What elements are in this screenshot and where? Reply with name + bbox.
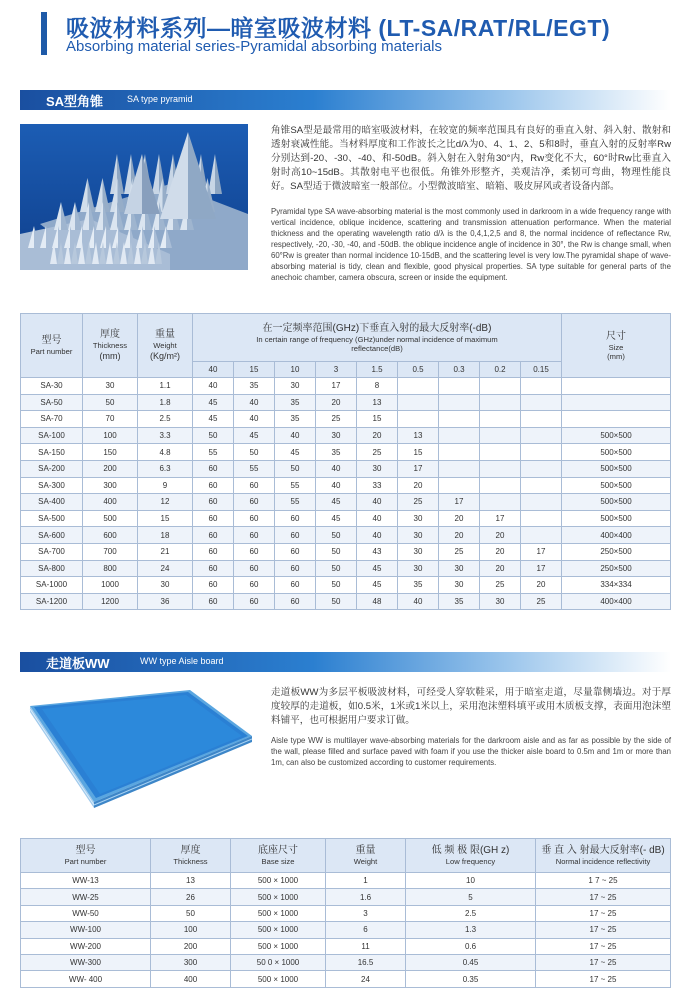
- reflectance-cell: [398, 394, 439, 411]
- reflectance-cell: 33: [357, 477, 398, 494]
- ww-cell: 0.6: [406, 938, 536, 954]
- reflectance-cell: 60: [234, 543, 275, 560]
- ww-cell: 11: [326, 938, 406, 954]
- reflectance-cell: [521, 411, 562, 428]
- ww-cell: 24: [326, 971, 406, 987]
- col-header-weight: 重量 Weight (Kg/m²): [138, 314, 193, 378]
- reflectance-cell: [480, 477, 521, 494]
- weight-cell: 1.1: [138, 378, 193, 395]
- reflectance-cell: 43: [357, 543, 398, 560]
- ww-cell: 10: [406, 873, 536, 889]
- reflectance-cell: 30: [398, 543, 439, 560]
- reflectance-cell: 30: [480, 593, 521, 610]
- reflectance-cell: 25: [521, 593, 562, 610]
- page-title-en: Absorbing material series-Pyramidal absorbing materials: [66, 38, 442, 55]
- reflectance-cell: [480, 378, 521, 395]
- ww-cell: WW-50: [21, 905, 151, 921]
- size-cell: 500×500: [562, 477, 671, 494]
- part-number-cell: SA-30: [21, 378, 83, 395]
- reflectance-cell: 60: [193, 543, 234, 560]
- part-number-cell: SA-150: [21, 444, 83, 461]
- thickness-cell: 500: [83, 510, 138, 527]
- weight-cell: 4.8: [138, 444, 193, 461]
- reflectance-cell: 55: [275, 477, 316, 494]
- part-number-cell: SA-70: [21, 411, 83, 428]
- reflectance-cell: 13: [357, 394, 398, 411]
- reflectance-cell: 45: [275, 444, 316, 461]
- col-header-part: 型号 Part number: [21, 314, 83, 378]
- reflectance-cell: 20: [480, 560, 521, 577]
- ww-cell: WW-13: [21, 873, 151, 889]
- thickness-cell: 100: [83, 427, 138, 444]
- size-cell: 500×500: [562, 494, 671, 511]
- reflectance-cell: 20: [480, 527, 521, 544]
- size-cell: [562, 378, 671, 395]
- part-number-cell: SA-200: [21, 460, 83, 477]
- ww-cell: 6: [326, 922, 406, 938]
- reflectance-cell: 60: [193, 460, 234, 477]
- ww-cell: 3: [326, 905, 406, 921]
- ww-cell: 17 ~ 25: [536, 954, 671, 970]
- reflectance-cell: [480, 460, 521, 477]
- reflectance-cell: 15: [398, 444, 439, 461]
- reflectance-cell: 30: [357, 460, 398, 477]
- reflectance-cell: 35: [275, 394, 316, 411]
- section-title-en: WW type Aisle board: [140, 656, 224, 666]
- reflectance-cell: 17: [439, 494, 480, 511]
- table-row: [21, 494, 671, 511]
- table-row: [21, 543, 671, 560]
- reflectance-cell: 35: [275, 411, 316, 428]
- table-row: [21, 971, 671, 987]
- section-title-cn: SA型角锥: [46, 94, 104, 109]
- table-row: [21, 577, 671, 594]
- reflectance-cell: [439, 394, 480, 411]
- ww-col-header: 厚度 Thickness: [151, 839, 231, 873]
- reflectance-cell: 40: [398, 593, 439, 610]
- reflectance-cell: [439, 444, 480, 461]
- ww-cell: 13: [151, 873, 231, 889]
- weight-cell: 12: [138, 494, 193, 511]
- ww-cell: 300: [151, 954, 231, 970]
- thickness-cell: 200: [83, 460, 138, 477]
- reflectance-cell: 60: [234, 577, 275, 594]
- thickness-cell: 700: [83, 543, 138, 560]
- ww-col-header: 型号 Part number: [21, 839, 151, 873]
- part-number-cell: SA-700: [21, 543, 83, 560]
- table-row: [21, 905, 671, 921]
- ww-cell: 500 × 1000: [231, 971, 326, 987]
- size-cell: 400×400: [562, 527, 671, 544]
- ww-col-header: 重量 Weight: [326, 839, 406, 873]
- reflectance-cell: 60: [234, 593, 275, 610]
- section-header-sa: [20, 90, 671, 110]
- size-cell: 334×334: [562, 577, 671, 594]
- table-row: [21, 938, 671, 954]
- ww-cell: 5: [406, 889, 536, 905]
- ww-cell: 500 × 1000: [231, 873, 326, 889]
- table-row: [21, 954, 671, 970]
- reflectance-cell: 40: [316, 477, 357, 494]
- reflectance-cell: [521, 510, 562, 527]
- frequency-header: 40: [193, 362, 234, 378]
- ww-cell: WW-25: [21, 889, 151, 905]
- weight-cell: 9: [138, 477, 193, 494]
- reflectance-cell: [480, 411, 521, 428]
- reflectance-cell: 25: [398, 494, 439, 511]
- part-number-cell: SA-1000: [21, 577, 83, 594]
- reflectance-cell: 30: [439, 577, 480, 594]
- reflectance-cell: 45: [193, 411, 234, 428]
- frequency-header: 0.2: [480, 362, 521, 378]
- reflectance-cell: 15: [357, 411, 398, 428]
- reflectance-cell: [439, 427, 480, 444]
- table-row: [21, 873, 671, 889]
- ww-spec-table: [20, 838, 671, 988]
- reflectance-cell: 55: [193, 444, 234, 461]
- reflectance-cell: 60: [193, 560, 234, 577]
- reflectance-cell: 60: [234, 560, 275, 577]
- reflectance-cell: 40: [275, 427, 316, 444]
- ww-cell: 100: [151, 922, 231, 938]
- ww-cell: 200: [151, 938, 231, 954]
- reflectance-cell: 60: [193, 577, 234, 594]
- ww-cell: 16.5: [326, 954, 406, 970]
- reflectance-cell: 48: [357, 593, 398, 610]
- sa-description-cn: 角锥SA型是最常用的暗室吸波材料，在较宽的频率范围具有良好的垂直入射、斜入射、散射和透射衰减性能。当材料厚度和工作波长之比d/λ为0、4、1、2、5和8时，垂直入射的反射率Rw分别达到-20、-30、-40、和-50dB。斜入射在入射角30°内，Rw变化不大，60°时Rw比垂直入射时高10~15dB。其散射电平也很低。角锥外形整齐，美观洁净，柔韧可弯曲，物理性能良好。SA型适于微波暗室一般部位。小型微波暗室、暗箱、吸皮屏风或者设备内部。: [271, 125, 671, 192]
- part-number-cell: SA-100: [21, 427, 83, 444]
- col-header-size: 尺寸 Size (mm): [562, 314, 671, 378]
- reflectance-cell: 35: [234, 378, 275, 395]
- reflectance-cell: 50: [316, 543, 357, 560]
- thickness-cell: 300: [83, 477, 138, 494]
- reflectance-cell: [439, 477, 480, 494]
- reflectance-cell: 50: [234, 444, 275, 461]
- reflectance-cell: 50: [316, 527, 357, 544]
- reflectance-cell: [480, 444, 521, 461]
- thickness-cell: 400: [83, 494, 138, 511]
- part-number-cell: SA-800: [21, 560, 83, 577]
- section-header-ww: [20, 652, 671, 672]
- ww-cell: 50: [151, 905, 231, 921]
- frequency-header: 15: [234, 362, 275, 378]
- reflectance-cell: 40: [193, 378, 234, 395]
- weight-cell: 15: [138, 510, 193, 527]
- reflectance-cell: 20: [316, 394, 357, 411]
- ww-description-cn: 走道板WW为多层平板吸波材料，可经受人穿软鞋采，用于暗室走道，尽量靠侧墙边。对于厚度较厚的走道板，如0.5米，1米或1米以上，采用泡沫塑料填平或用木质板支撑，表面用泡沫塑料铺平，也可根据用户要求订做。: [271, 687, 671, 726]
- weight-cell: 3.3: [138, 427, 193, 444]
- size-cell: 250×500: [562, 560, 671, 577]
- ww-cell: 17 ~ 25: [536, 938, 671, 954]
- ww-cell: 2.5: [406, 905, 536, 921]
- ww-cell: 17 ~ 25: [536, 971, 671, 987]
- reflectance-cell: [439, 460, 480, 477]
- ww-cell: 500 × 1000: [231, 905, 326, 921]
- reflectance-cell: 45: [316, 510, 357, 527]
- thickness-cell: 30: [83, 378, 138, 395]
- table-row: [21, 427, 671, 444]
- reflectance-cell: 35: [316, 444, 357, 461]
- part-number-cell: SA-50: [21, 394, 83, 411]
- reflectance-cell: 45: [357, 577, 398, 594]
- ww-cell: 400: [151, 971, 231, 987]
- sa-pyramid-photo: [20, 124, 248, 270]
- part-number-cell: SA-600: [21, 527, 83, 544]
- ww-description-en: Aisle type WW is multilayer wave-absorbing materials for the darkroom aisle and as far as possible by the side of the wall, please filled and surface paved with foam if you use the thicker aisle board to 0.5m and 1m or more than 1m, can also be customized according to customer requirements.: [271, 736, 671, 767]
- reflectance-cell: [398, 378, 439, 395]
- reflectance-cell: 60: [234, 494, 275, 511]
- reflectance-cell: [480, 427, 521, 444]
- reflectance-cell: 20: [357, 427, 398, 444]
- reflectance-cell: 30: [439, 560, 480, 577]
- reflectance-cell: 30: [398, 527, 439, 544]
- reflectance-cell: 20: [480, 543, 521, 560]
- thickness-cell: 70: [83, 411, 138, 428]
- ww-col-header: 垂 直 入 射最大反射率(- dB) Normal incidence reflectivity: [536, 839, 671, 873]
- reflectance-cell: [521, 527, 562, 544]
- reflectance-cell: 40: [357, 527, 398, 544]
- ww-cell: 17 ~ 25: [536, 889, 671, 905]
- part-number-cell: SA-400: [21, 494, 83, 511]
- ww-cell: WW-100: [21, 922, 151, 938]
- size-cell: 500×500: [562, 460, 671, 477]
- col-header-reflectance: 在一定频率范围(GHz)下垂直入射的最大反射率(-dB) In certain range of frequency (GHz)under normal incidence of maximum reflectance(dB): [193, 314, 562, 362]
- reflectance-cell: 50: [316, 593, 357, 610]
- table-row: [21, 411, 671, 428]
- thickness-cell: 600: [83, 527, 138, 544]
- table-row: [21, 477, 671, 494]
- section-title-en: SA type pyramid: [127, 94, 193, 104]
- table-row: [21, 560, 671, 577]
- reflectance-cell: 50: [275, 460, 316, 477]
- col-header-thickness: 厚度 Thickness (mm): [83, 314, 138, 378]
- thickness-cell: 1200: [83, 593, 138, 610]
- size-cell: [562, 411, 671, 428]
- ww-cell: WW- 400: [21, 971, 151, 987]
- ww-cell: 500 × 1000: [231, 889, 326, 905]
- sa-description-en: Pyramidal type SA wave-absorbing material is the most commonly used in darkroom in a wide frequency range with vertical incidence, oblique incidence, scattering and transmission attenuation performance. When the material thickness and the operating wavelength ratio d/λ is the 0,4,1,2,5 and 8, the normal incidence of reflectance Rw, respectively, -20, -30, -40, and -50dB. the oblique incidence angle of incidence in 30°, the Rw is change small, when 60°Rw is greater than normal incidence 10-15dB, and the scattering level is very low.The pyramidal shape of wave-absorbing material is tidy, clean and flexible, good physical properties. SA type suitable for general parts of the anechoic chamber, camera obscura, screen or inside the equipment.: [271, 207, 671, 282]
- reflectance-cell: 55: [234, 460, 275, 477]
- frequency-header: 0.3: [439, 362, 480, 378]
- reflectance-cell: 60: [275, 510, 316, 527]
- ww-cell: 0.35: [406, 971, 536, 987]
- thickness-cell: 1000: [83, 577, 138, 594]
- reflectance-cell: 55: [275, 494, 316, 511]
- reflectance-cell: [439, 411, 480, 428]
- reflectance-cell: 30: [316, 427, 357, 444]
- reflectance-cell: [521, 394, 562, 411]
- reflectance-cell: 60: [275, 527, 316, 544]
- reflectance-cell: 60: [275, 543, 316, 560]
- reflectance-cell: 20: [439, 527, 480, 544]
- reflectance-cell: 60: [234, 510, 275, 527]
- reflectance-cell: 60: [193, 527, 234, 544]
- reflectance-cell: [521, 378, 562, 395]
- table-row: [21, 889, 671, 905]
- reflectance-cell: [439, 378, 480, 395]
- reflectance-cell: 17: [480, 510, 521, 527]
- reflectance-cell: [521, 494, 562, 511]
- table-row: [21, 444, 671, 461]
- header-accent-bar: [41, 12, 47, 55]
- weight-cell: 36: [138, 593, 193, 610]
- reflectance-cell: 17: [316, 378, 357, 395]
- size-cell: 400×400: [562, 593, 671, 610]
- size-cell: [562, 394, 671, 411]
- reflectance-cell: 17: [521, 543, 562, 560]
- thickness-cell: 50: [83, 394, 138, 411]
- ww-cell: 500 × 1000: [231, 938, 326, 954]
- reflectance-cell: 8: [357, 378, 398, 395]
- reflectance-cell: 50: [316, 560, 357, 577]
- frequency-header: 10: [275, 362, 316, 378]
- ww-cell: 17 ~ 25: [536, 922, 671, 938]
- section-title-cn: 走道板WW: [46, 656, 110, 671]
- ww-cell: 1.3: [406, 922, 536, 938]
- reflectance-cell: 25: [480, 577, 521, 594]
- reflectance-cell: 25: [316, 411, 357, 428]
- reflectance-cell: 40: [357, 510, 398, 527]
- page-title-cn: 吸波材料系列—暗室吸波材料 (LT-SA/RAT/RL/EGT): [66, 15, 611, 41]
- reflectance-cell: 60: [193, 510, 234, 527]
- frequency-header: 0.15: [521, 362, 562, 378]
- reflectance-cell: [480, 394, 521, 411]
- reflectance-cell: 60: [234, 527, 275, 544]
- frequency-header: 3: [316, 362, 357, 378]
- reflectance-cell: 17: [398, 460, 439, 477]
- weight-cell: 1.8: [138, 394, 193, 411]
- weight-cell: 21: [138, 543, 193, 560]
- ww-cell: 0.45: [406, 954, 536, 970]
- frequency-header: 1.5: [357, 362, 398, 378]
- reflectance-cell: 60: [193, 494, 234, 511]
- table-row: [21, 593, 671, 610]
- table-row: [21, 510, 671, 527]
- reflectance-cell: [521, 477, 562, 494]
- size-cell: 500×500: [562, 427, 671, 444]
- thickness-cell: 800: [83, 560, 138, 577]
- reflectance-cell: 20: [398, 477, 439, 494]
- ww-cell: 26: [151, 889, 231, 905]
- reflectance-cell: 50: [193, 427, 234, 444]
- weight-cell: 24: [138, 560, 193, 577]
- reflectance-cell: 45: [193, 394, 234, 411]
- reflectance-cell: 35: [398, 577, 439, 594]
- reflectance-cell: 35: [439, 593, 480, 610]
- reflectance-cell: 60: [234, 477, 275, 494]
- part-number-cell: SA-300: [21, 477, 83, 494]
- reflectance-cell: 13: [398, 427, 439, 444]
- reflectance-cell: [480, 494, 521, 511]
- table-row: [21, 922, 671, 938]
- size-cell: 500×500: [562, 510, 671, 527]
- reflectance-cell: 25: [357, 444, 398, 461]
- reflectance-cell: 20: [521, 577, 562, 594]
- reflectance-cell: 60: [275, 593, 316, 610]
- ww-aisle-board-photo: [22, 682, 254, 808]
- reflectance-cell: [398, 411, 439, 428]
- reflectance-cell: 40: [316, 460, 357, 477]
- reflectance-cell: 30: [398, 560, 439, 577]
- ww-col-header: 低 频 极 限(GH z) Low frequency: [406, 839, 536, 873]
- reflectance-cell: 45: [357, 560, 398, 577]
- reflectance-cell: [521, 427, 562, 444]
- part-number-cell: SA-1200: [21, 593, 83, 610]
- ww-cell: 500 × 1000: [231, 922, 326, 938]
- reflectance-cell: 25: [439, 543, 480, 560]
- reflectance-cell: [521, 460, 562, 477]
- reflectance-cell: 20: [439, 510, 480, 527]
- ww-cell: 1: [326, 873, 406, 889]
- ww-cell: 1.6: [326, 889, 406, 905]
- reflectance-cell: 30: [398, 510, 439, 527]
- reflectance-cell: 60: [193, 477, 234, 494]
- ww-cell: WW-300: [21, 954, 151, 970]
- reflectance-cell: 60: [275, 560, 316, 577]
- size-cell: 500×500: [562, 444, 671, 461]
- reflectance-cell: 60: [193, 593, 234, 610]
- ww-cell: 1 7 ~ 25: [536, 873, 671, 889]
- reflectance-cell: [521, 444, 562, 461]
- reflectance-cell: 30: [275, 378, 316, 395]
- reflectance-cell: 40: [234, 394, 275, 411]
- ww-cell: WW-200: [21, 938, 151, 954]
- weight-cell: 2.5: [138, 411, 193, 428]
- reflectance-cell: 50: [316, 577, 357, 594]
- reflectance-cell: 40: [234, 411, 275, 428]
- ww-cell: 17 ~ 25: [536, 905, 671, 921]
- table-row: [21, 527, 671, 544]
- weight-cell: 18: [138, 527, 193, 544]
- thickness-cell: 150: [83, 444, 138, 461]
- ww-col-header: 底座尺寸 Base size: [231, 839, 326, 873]
- sa-spec-table: [20, 313, 671, 610]
- ww-cell: 50 0 × 1000: [231, 954, 326, 970]
- reflectance-cell: 45: [234, 427, 275, 444]
- table-row: [21, 460, 671, 477]
- size-cell: 250×500: [562, 543, 671, 560]
- part-number-cell: SA-500: [21, 510, 83, 527]
- reflectance-cell: 45: [316, 494, 357, 511]
- table-row: [21, 378, 671, 395]
- reflectance-cell: 40: [357, 494, 398, 511]
- table-row: [21, 394, 671, 411]
- reflectance-cell: 17: [521, 560, 562, 577]
- frequency-header: 0.5: [398, 362, 439, 378]
- weight-cell: 6.3: [138, 460, 193, 477]
- reflectance-cell: 60: [275, 577, 316, 594]
- weight-cell: 30: [138, 577, 193, 594]
